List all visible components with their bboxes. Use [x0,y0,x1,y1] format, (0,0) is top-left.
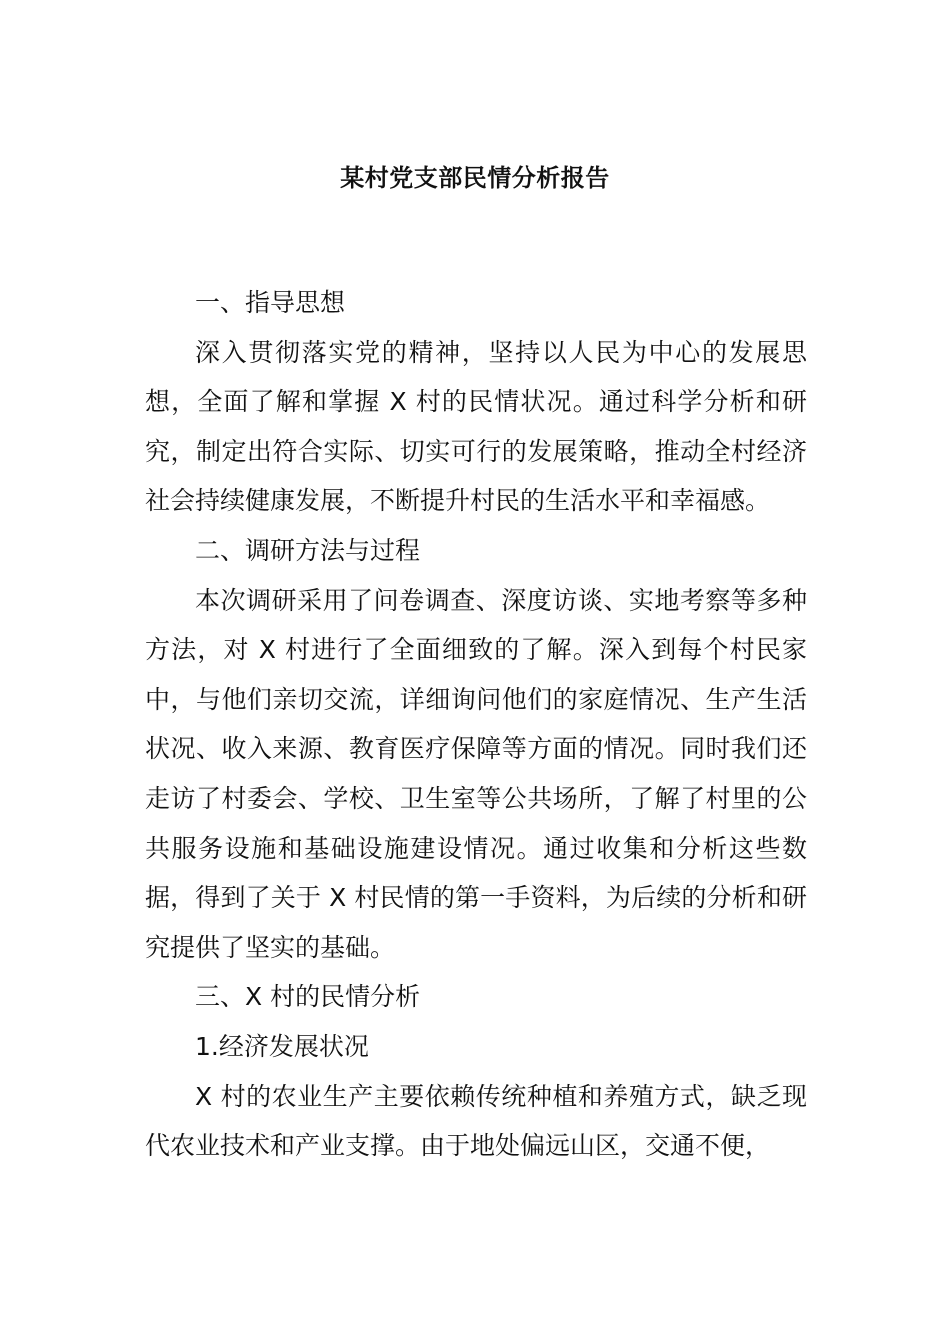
paragraph-research-methods: 本次调研采用了问卷调查、深度访谈、实地考察等多种方法，对 X 村进行了全面细致的了解。深入到每个村民家中，与他们亲切交流，详细询问他们的家庭情况、生产生活状况、收入来源、教育医疗保障等方面的情况。同时我们还走访了村委会、学校、卫生室等公共场所，了解了村里的公共服务设施和基础设施建设情况。通过收集和分析这些数据，得到了关于 X 村民情的第一手资料，为后续的分析和研究提供了坚实的基础。 [145,585,807,962]
document-body [145,278,807,1171]
subsection-heading-economic-status: 1.经济发展状况 [195,1031,369,1061]
section-heading-guiding-ideology: 一、指导思想 [195,288,346,317]
paragraph-guiding-ideology: 深入贯彻落实党的精神，坚持以人民为中心的发展思想，全面了解和掌握 X 村的民情状况。通过科学分析和研究，制定出符合实际、切实可行的发展策略，推动全村经济社会持续健康发展，不断提升村民的生活水平和幸福感。 [145,337,807,516]
paragraph-economic-status: X 村的农业生产主要依赖传统种植和养殖方式，缺乏现代农业技术和产业支撑。由于地处偏远山区，交通不便， [145,1081,807,1161]
section-heading-research-methods: 二、调研方法与过程 [195,535,421,565]
document-title: 某村党支部民情分析报告 [340,164,610,192]
section-heading-village-analysis: 三、X 村的民情分析 [195,982,421,1012]
